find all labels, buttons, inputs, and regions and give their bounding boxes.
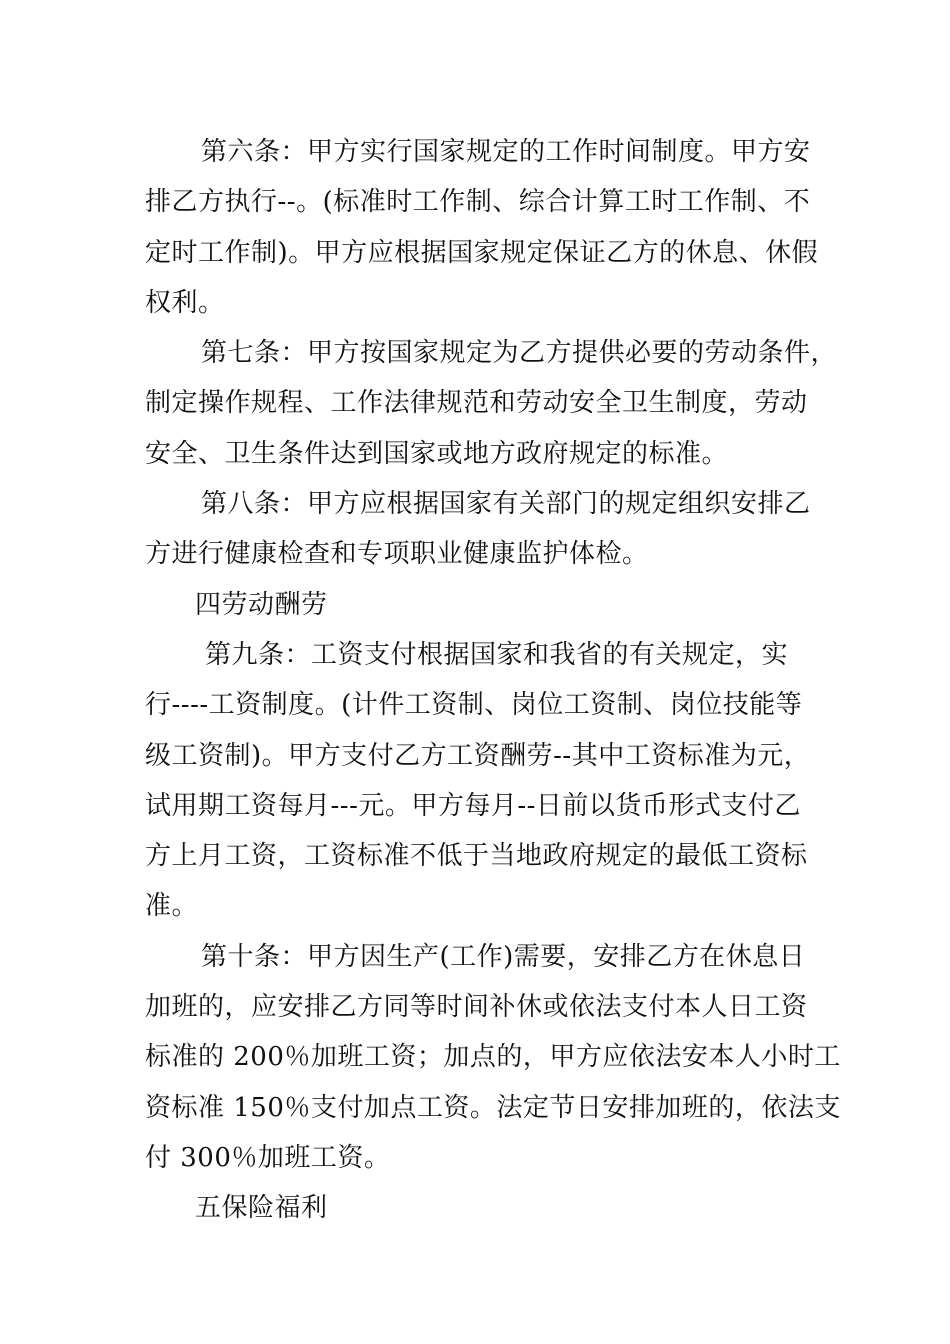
article-10-line-4: 资标准 150％支付加点工资。法定节日安排加班的，依法支 (145, 1092, 841, 1123)
article-9-line-5: 方上月工资，工资标准不低于当地政府规定的最低工资标 (145, 841, 808, 872)
article-6-line-1: 第六条：甲方实行国家规定的工作时间制度。甲方安 (201, 137, 811, 167)
article-6-line-3: 定时工作制)。甲方应根据国家规定保证乙方的休息、休假 (145, 237, 819, 268)
article-10-line-1: 第十条：甲方因生产(工作)需要，安排乙方在休息日 (201, 941, 806, 972)
article-10-line-2: 加班的，应安排乙方同等时间补休或依法支付本人日工资 (145, 992, 808, 1023)
section-heading-insurance-welfare: 五保险福利 (195, 1193, 328, 1224)
article-9-line-2: 行----工资制度。(计件工资制、岗位工资制、岗位技能等 (145, 690, 803, 721)
article-7-line-2: 制定操作规程、工作法律规范和劳动安全卫生制度，劳动 (145, 388, 808, 419)
article-9-line-1: 第九条：工资支付根据国家和我省的有关规定，实 (205, 639, 789, 670)
document-body (145, 127, 841, 1234)
article-10-line-3: 标准的 200％加班工资；加点的，甲方应依法安本人小时工 (145, 1042, 841, 1073)
article-7-line-3: 安全、卫生条件达到国家或地方政府规定的标准。 (145, 438, 729, 469)
article-8-line-2: 方进行健康检查和专项职业健康监护体检。 (145, 539, 649, 570)
article-9-line-4: 试用期工资每月---元。甲方每月--日前以货币形式支付乙 (145, 790, 801, 821)
article-8-line-1: 第八条：甲方应根据国家有关部门的规定组织安排乙 (201, 489, 811, 520)
section-heading-labor-remuneration: 四劳动酬劳 (195, 589, 328, 620)
article-6-line-2: 排乙方执行--。(标准时工作制、综合计算工时工作制、不 (145, 187, 811, 218)
article-6-line-4: 权利。 (145, 287, 225, 318)
article-9-line-3: 级工资制)。甲方支付乙方工资酬劳--其中工资标准为元， (145, 740, 811, 771)
article-9-line-6: 准。 (145, 891, 199, 922)
article-10-line-5: 付 300％加班工资。 (145, 1142, 391, 1173)
article-7-line-1: 第七条：甲方按国家规定为乙方提供必要的劳动条件， (201, 338, 838, 369)
